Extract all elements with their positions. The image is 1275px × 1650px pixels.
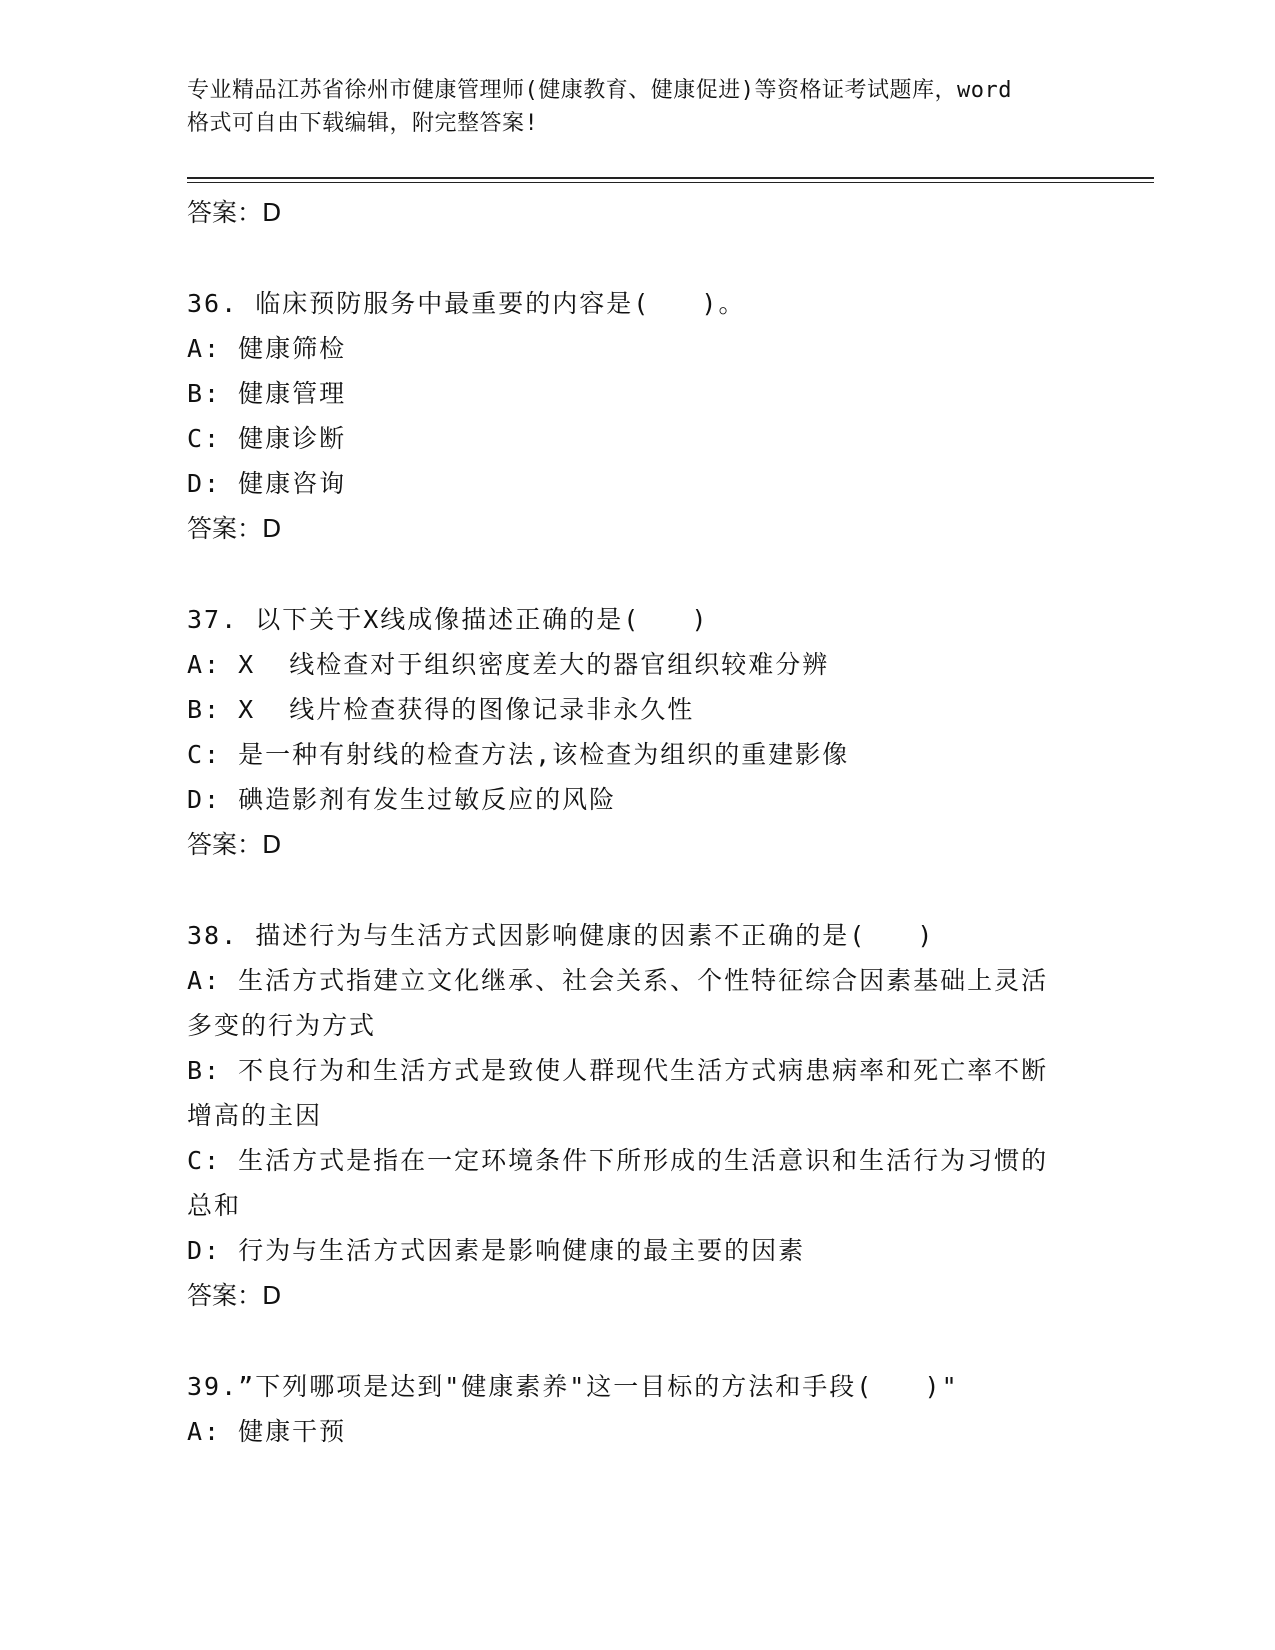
question-title: 37. 以下关于X线成像描述正确的是( ) (187, 605, 709, 634)
question-block-37 (187, 597, 1087, 867)
answer-line: 答案：D (187, 1281, 282, 1310)
header-rule-thin (187, 182, 1154, 183)
option-b: B: 不良行为和生活方式是致使人群现代生活方式病患病率和死亡率不断增高的主因 (187, 1056, 1049, 1130)
spacer (187, 1318, 1087, 1364)
header-line-1: 专业精品江苏省徐州市健康管理师(健康教育、健康促进)等资格证考试题库，word (187, 78, 1012, 103)
option-a: A: 健康干预 (187, 1417, 347, 1446)
page-header (187, 74, 1087, 140)
option-d: D: 健康咨询 (187, 469, 347, 498)
header-line-2: 格式可自由下载编辑，附完整答案! (187, 111, 539, 136)
option-c: C: 生活方式是指在一定环境条件下所形成的生活意识和生活行为习惯的总和 (187, 1146, 1049, 1220)
spacer (187, 551, 1087, 597)
question-block-38 (187, 913, 1087, 1318)
option-d: D: 行为与生活方式因素是影响健康的最主要的因素 (187, 1236, 806, 1265)
answer-line: 答案：D (187, 514, 282, 543)
header-rule-thick (187, 177, 1154, 179)
question-title: 39.”下列哪项是达到"健康素养"这一目标的方法和手段( )" (187, 1372, 959, 1401)
question-list (187, 190, 1087, 1454)
question-title: 36. 临床预防服务中最重要的内容是( )。 (187, 289, 746, 318)
answer-line: 答案：D (187, 830, 282, 859)
question-block-39 (187, 1364, 1087, 1454)
option-d: D: 碘造影剂有发生过敏反应的风险 (187, 785, 617, 814)
option-c: C: 是一种有射线的检查方法,该检查为组织的重建影像 (187, 740, 850, 769)
answer-line: 答案：D (187, 198, 282, 227)
option-b: B: X 线片检查获得的图像记录非永久性 (187, 695, 695, 724)
spacer (187, 867, 1087, 913)
option-a: A: X 线检查对于组织密度差大的器官组织较难分辨 (187, 650, 830, 679)
question-title: 38. 描述行为与生活方式因影响健康的因素不正确的是( ) (187, 921, 935, 950)
spacer (187, 235, 1087, 281)
option-c: C: 健康诊断 (187, 424, 347, 453)
option-b: B: 健康管理 (187, 379, 347, 408)
option-a: A: 健康筛检 (187, 334, 347, 363)
option-a: A: 生活方式指建立文化继承、社会关系、个性特征综合因素基础上灵活多变的行为方式 (187, 966, 1049, 1040)
question-block-36 (187, 281, 1087, 551)
